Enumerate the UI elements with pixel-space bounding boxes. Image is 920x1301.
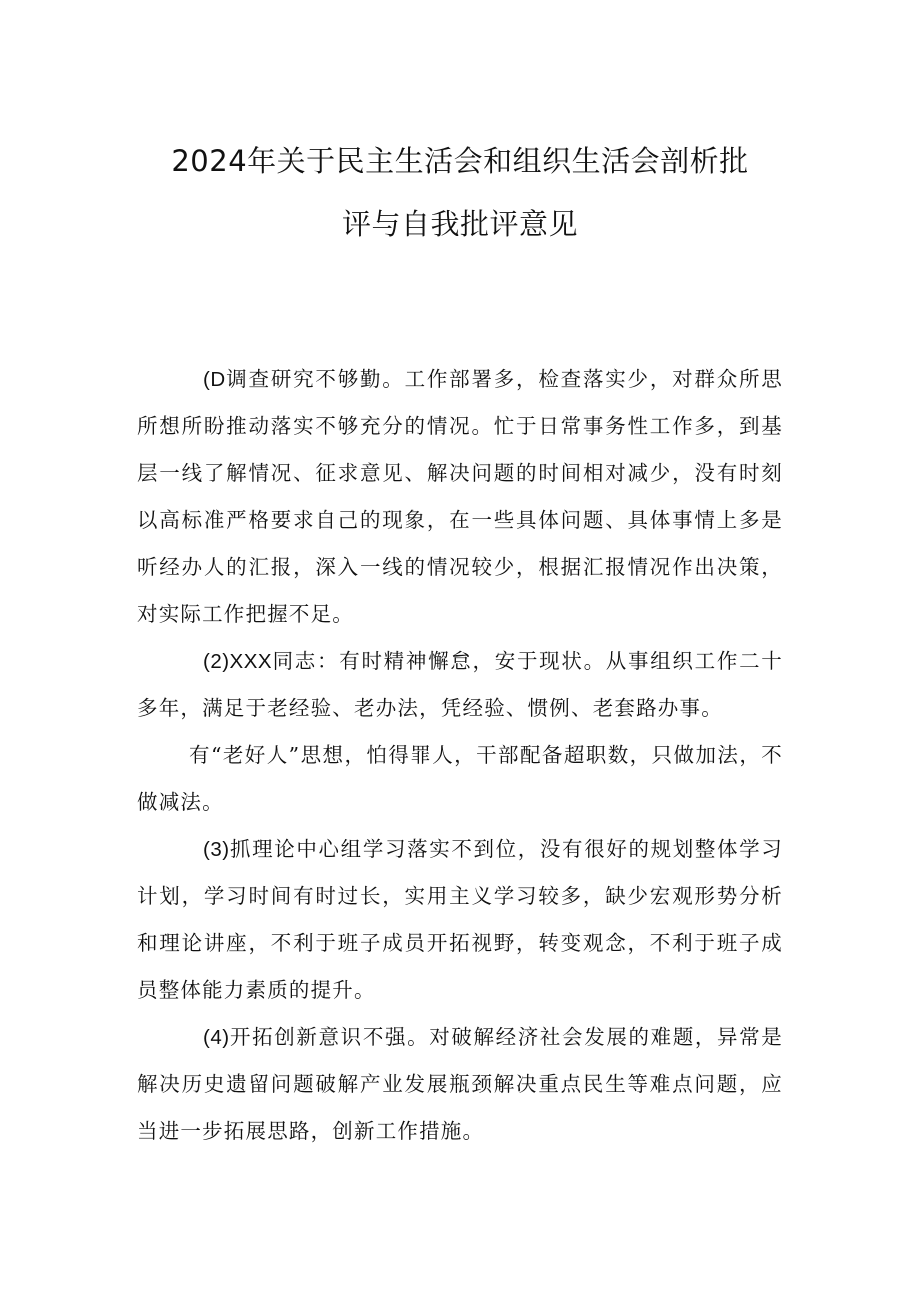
paragraph-1 xyxy=(137,356,783,638)
paragraph-3 xyxy=(137,732,783,826)
paragraph-1-text: 调查研究不够勤。工作部署多，检查落实少，对群众所思所想所盼推动落实不够充分的情况。忙于日常事务性工作多，到基层一线了解情况、征求意见、解决问题的时间相对减少，没有时刻以高标准严格要求自己的现象，在一些具体问题、具体事情上多是听经办人的汇报，深入一线的情况较少，根据汇报情况作出决策，对实际工作把握不足。 xyxy=(137,367,783,626)
paragraph-5 xyxy=(137,1014,783,1155)
document-body xyxy=(137,356,783,1155)
paragraph-1-marker: (D xyxy=(203,368,226,391)
paragraph-4 xyxy=(137,826,783,1014)
paragraph-3-text: 有“老好人”思想，怕得罪人，干部配备超职数，只做加法，不做减法。 xyxy=(137,743,783,814)
paragraph-2-marker: (2)XXX xyxy=(203,650,273,673)
title-line-2: 评与自我批评意见 xyxy=(341,207,578,241)
title-line-1: 2024年关于民主生活会和组织生活会剖析批 xyxy=(171,144,749,178)
paragraph-4-marker: (3) xyxy=(203,838,230,861)
paragraph-5-marker: (4) xyxy=(203,1026,230,1049)
paragraph-2 xyxy=(137,638,783,732)
paragraph-2-text: 同志：有时精神懈怠，安于现状。从事组织工作二十多年，满足于老经验、老办法，凭经验、惯例、老套路办事。 xyxy=(137,649,783,720)
paragraph-5-text: 开拓创新意识不强。对破解经济社会发展的难题，异常是解决历史遗留问题破解产业发展瓶颈解决重点民生等难点问题，应当进一步拓展思路，创新工作措施。 xyxy=(137,1025,783,1143)
paragraph-4-text: 抓理论中心组学习落实不到位，没有很好的规划整体学习计划，学习时间有时过长，实用主义学习较多，缺少宏观形势分析和理论讲座，不利于班子成员开拓视野，转变观念，不利于班子成员整体能力素质的提升。 xyxy=(137,837,783,1002)
document-title xyxy=(110,130,810,256)
